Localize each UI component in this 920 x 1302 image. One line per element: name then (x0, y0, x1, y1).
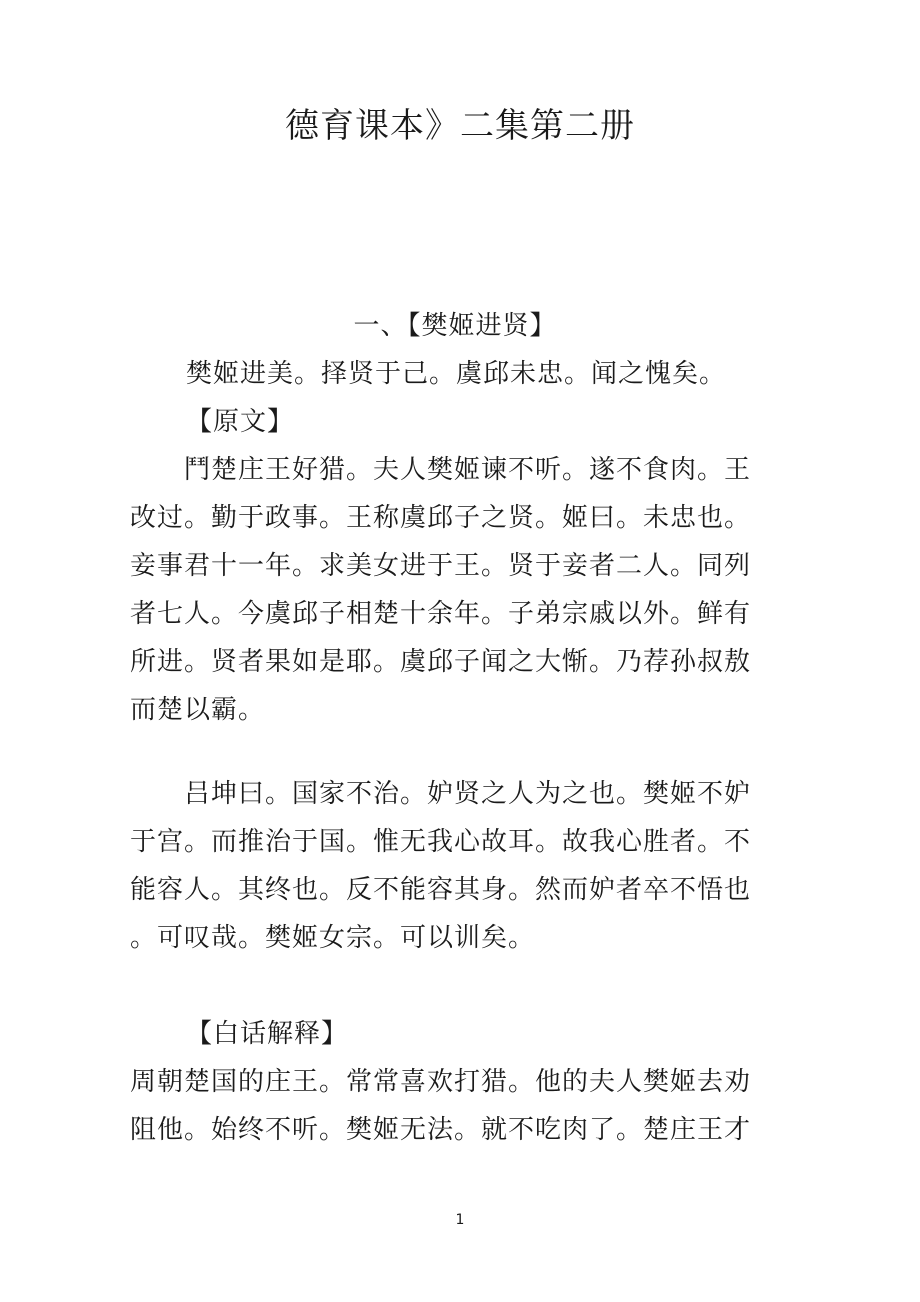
commentary-line: 能容人。其终也。反不能容其身。然而妒者卒不悟也 (130, 875, 752, 905)
original-line: 所进。贤者果如是耶。虞邱子闻之大惭。乃荐孙叔敖 (130, 647, 752, 677)
section-block (130, 302, 780, 446)
original-line: 而楚以霸。 (130, 695, 266, 725)
original-line: 鬥楚庄王好猎。夫人樊姬谏不听。遂不食肉。王 (130, 455, 752, 485)
original-line: 改过。勤于政事。王称虞邱子之贤。姬曰。未忠也。 (130, 503, 752, 533)
original-line: 妾事君十一年。求美女进于王。贤于妾者二人。同列 (130, 551, 752, 581)
vernacular-line: 周朝楚国的庄王。常常喜欢打猎。他的夫人樊姬去劝 (130, 1067, 752, 1097)
vernacular-line: 阻他。始终不听。樊姬无法。就不吃肉了。楚庄王才 (130, 1115, 752, 1145)
commentary-line: 吕坤曰。国家不治。妒贤之人为之也。樊姬不妒 (130, 779, 752, 809)
vernacular-section (130, 1010, 780, 1154)
original-line: 者七人。今虞邱子相楚十余年。子弟宗戚以外。鲜有 (130, 599, 752, 629)
original-heading: 【原文】 (186, 407, 295, 437)
vernacular-heading: 【白话解释】 (186, 1019, 349, 1049)
page-number: 1 (455, 1212, 465, 1228)
document-title: 德育课本》二集第二册 (285, 106, 635, 146)
section-heading: 一、【樊姬进贤】 (353, 311, 557, 341)
summary-line: 樊姬进美。择贤于己。虞邱未忠。闻之愧矣。 (186, 359, 727, 389)
commentary-line: 。可叹哉。樊姬女宗。可以训矣。 (130, 923, 536, 953)
commentary-text (130, 770, 780, 962)
commentary-line: 于宫。而推治于国。惟无我心故耳。故我心胜者。不 (130, 827, 752, 857)
original-text (130, 446, 780, 734)
